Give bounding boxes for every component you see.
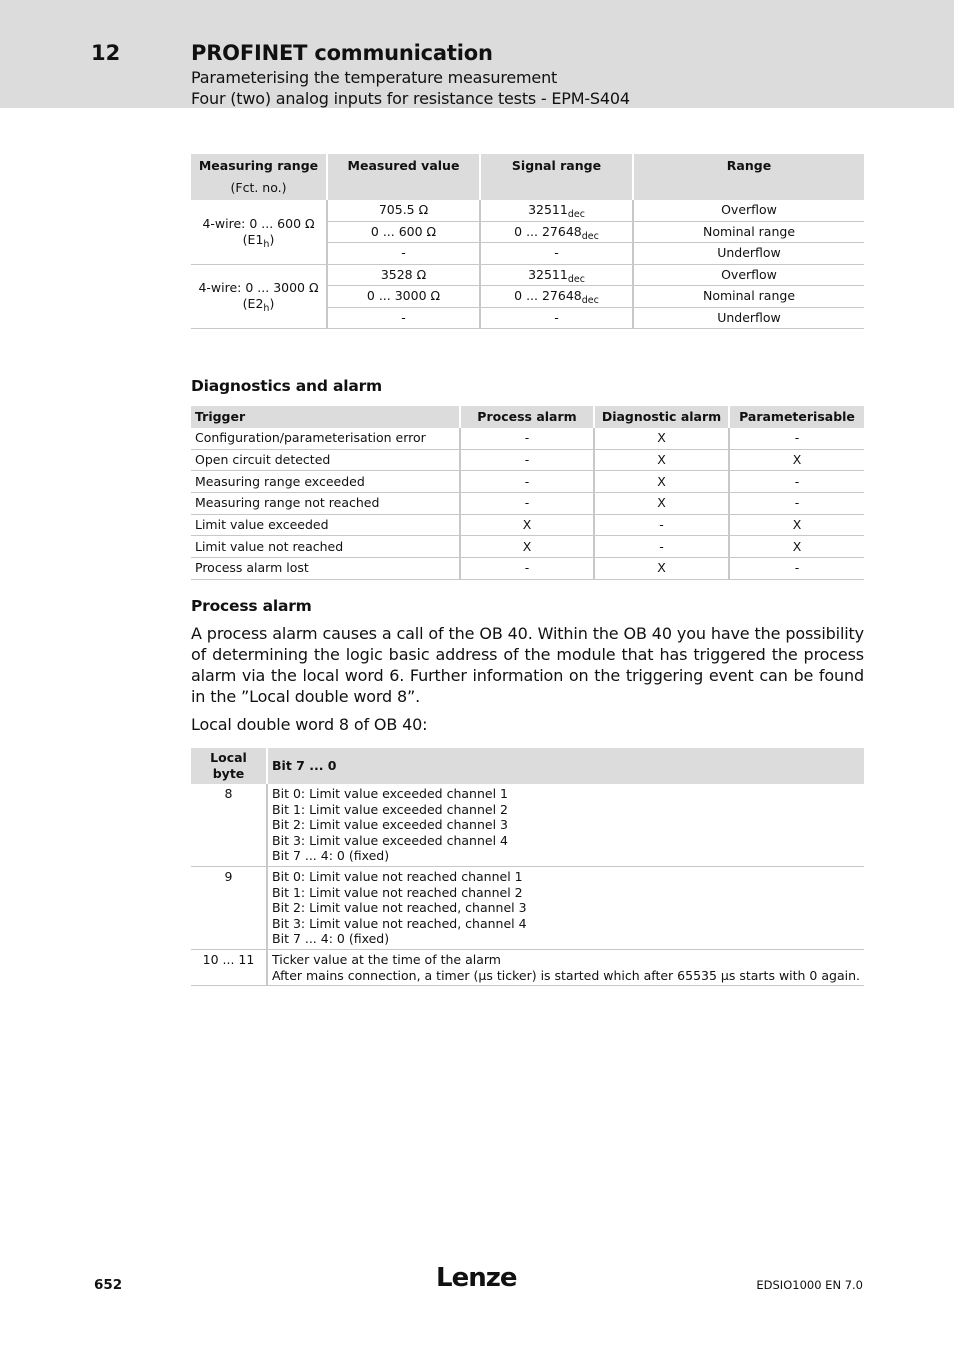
subtitle-2: Four (two) analog inputs for resistance tests - EPM-S404 xyxy=(191,89,630,108)
signal-range-cell xyxy=(481,265,634,287)
col-measured-value: Measured value xyxy=(328,154,481,200)
diagnostic-alarm-cell: X xyxy=(595,558,730,580)
local-byte-cell: 8 xyxy=(191,784,268,867)
range-cell: Overflow xyxy=(634,200,864,222)
col-range: Range xyxy=(634,154,864,200)
col-process-alarm: Process alarm xyxy=(461,406,595,428)
signal-value: - xyxy=(554,245,559,261)
bits-cell xyxy=(268,867,864,950)
bit-description: Bit 0: Limit value not reached channel 1 xyxy=(272,868,523,884)
table-row xyxy=(191,265,864,287)
range-code-end: ) xyxy=(269,231,275,247)
col-measuring-range xyxy=(191,154,328,200)
table-row xyxy=(191,950,864,986)
signal-unit: dec xyxy=(581,230,599,242)
parameterisable-cell: - xyxy=(730,471,864,493)
signal-unit: dec xyxy=(581,295,599,307)
bit-description: Ticker value at the time of the alarm xyxy=(272,951,501,967)
measured-value-cell: 0 ... 3000 Ω xyxy=(328,286,481,308)
signal-range-cell xyxy=(481,286,634,308)
process-alarm-cell: - xyxy=(461,450,595,472)
diagnostic-alarm-cell: - xyxy=(595,536,730,558)
table-row xyxy=(191,428,864,450)
bit-description: Bit 7 ... 4: 0 (fixed) xyxy=(272,848,390,864)
parameterisable-cell: - xyxy=(730,428,864,450)
table-row xyxy=(191,867,864,950)
signal-value: 32511 xyxy=(528,266,568,282)
table-row xyxy=(191,515,864,537)
signal-unit: dec xyxy=(567,209,585,221)
table-row xyxy=(191,471,864,493)
col-bits: Bit 7 ... 0 xyxy=(268,748,864,784)
measured-value-cell: 3528 Ω xyxy=(328,265,481,287)
signal-range-cell xyxy=(481,222,634,244)
process-alarm-cell: - xyxy=(461,558,595,580)
table-row xyxy=(191,784,864,867)
chapter-title: PROFINET communication xyxy=(191,41,493,65)
diagnostic-alarm-cell: X xyxy=(595,493,730,515)
parameterisable-cell: X xyxy=(730,536,864,558)
trigger-cell: Limit value exceeded xyxy=(191,515,461,537)
measured-value-cell: 705.5 Ω xyxy=(328,200,481,222)
range-code-sub: h xyxy=(263,303,270,315)
range-cell: Overflow xyxy=(634,265,864,287)
measured-value-cell: - xyxy=(328,243,481,265)
bit-description: Bit 3: Limit value exceeded channel 4 xyxy=(272,832,508,848)
table-header-row xyxy=(191,406,864,428)
bit-description: Bit 2: Limit value not reached, channel 3 xyxy=(272,900,527,916)
range-code-text: (E2 xyxy=(242,296,264,312)
range-code xyxy=(193,232,324,248)
diagnostics-heading: Diagnostics and alarm xyxy=(191,377,382,395)
bit-description: Bit 0: Limit value exceeded channel 1 xyxy=(272,786,508,801)
diagnostic-alarm-cell: - xyxy=(595,515,730,537)
range-label: 4-wire: 0 ... 600 Ω xyxy=(202,215,315,231)
local-double-word-table xyxy=(191,748,864,986)
trigger-cell: Limit value not reached xyxy=(191,536,461,558)
table-header-row xyxy=(191,748,864,784)
trigger-cell: Open circuit detected xyxy=(191,450,461,472)
trigger-cell: Measuring range exceeded xyxy=(191,471,461,493)
signal-unit: dec xyxy=(567,273,585,285)
bit-description: Bit 3: Limit value not reached, channel 4 xyxy=(272,915,527,931)
range-label: 4-wire: 0 ... 3000 Ω xyxy=(198,280,319,296)
col-diagnostic-alarm: Diagnostic alarm xyxy=(595,406,730,428)
table-row xyxy=(191,450,864,472)
page-number: 652 xyxy=(94,1277,123,1293)
col-measuring-range-sub: (Fct. no.) xyxy=(230,180,287,195)
bit-description: Bit 1: Limit value not reached channel 2 xyxy=(272,884,523,900)
local-double-word-intro: Local double word 8 of OB 40: xyxy=(191,715,428,734)
process-alarm-heading: Process alarm xyxy=(191,597,312,615)
bit-description: Bit 2: Limit value exceeded channel 3 xyxy=(272,817,508,833)
process-alarm-cell: X xyxy=(461,536,595,558)
range-cell: Nominal range xyxy=(634,222,864,244)
table-row xyxy=(191,493,864,515)
process-alarm-cell: - xyxy=(461,493,595,515)
table-row xyxy=(191,200,864,222)
range-code-sub: h xyxy=(263,238,270,250)
process-alarm-paragraph: A process alarm causes a call of the OB 40. Within the OB 40 you have the possibility of determining the logic basic address of the module that has triggered the process alarm via the local word 6. Further information on the triggering event can be found in the ”Local double word 8”. xyxy=(191,624,864,706)
diagnostics-table xyxy=(191,406,864,580)
range-cell: Nominal range xyxy=(634,286,864,308)
measuring-range-cell xyxy=(191,200,328,265)
parameterisable-cell: X xyxy=(730,515,864,537)
bit-description: After mains connection, a timer (µs ticker) is started which after 65535 µs starts with 0 again. xyxy=(272,967,860,983)
table-row xyxy=(191,558,864,580)
measured-value-cell: 0 ... 600 Ω xyxy=(328,222,481,244)
col-local-byte: Local byte xyxy=(191,748,268,784)
signal-range-cell xyxy=(481,243,634,265)
diagnostic-alarm-cell: X xyxy=(595,450,730,472)
trigger-cell: Measuring range not reached xyxy=(191,493,461,515)
col-signal-range: Signal range xyxy=(481,154,634,200)
subtitle-1: Parameterising the temperature measurement xyxy=(191,68,558,87)
trigger-cell: Configuration/parameterisation error xyxy=(191,428,461,450)
range-cell: Underflow xyxy=(634,308,864,330)
signal-value: 0 ... 27648 xyxy=(514,288,582,304)
chapter-number: 12 xyxy=(91,41,121,65)
col-trigger: Trigger xyxy=(191,406,461,428)
col-measuring-range-label: Measuring range xyxy=(198,158,319,173)
table-header-row xyxy=(191,154,864,200)
measuring-range-cell xyxy=(191,265,328,330)
signal-value: - xyxy=(554,309,559,325)
process-alarm-cell: X xyxy=(461,515,595,537)
local-byte-cell: 10 ... 11 xyxy=(191,950,268,986)
lenze-logo: Lenze xyxy=(436,1263,517,1293)
signal-value: 0 ... 27648 xyxy=(514,223,582,239)
signal-range-cell xyxy=(481,200,634,222)
parameterisable-cell: - xyxy=(730,493,864,515)
process-alarm-cell: - xyxy=(461,428,595,450)
range-code xyxy=(193,296,324,315)
measured-value-cell: - xyxy=(328,308,481,330)
table-row xyxy=(191,536,864,558)
bit-description: Bit 7 ... 4: 0 (fixed) xyxy=(272,931,390,947)
signal-range-cell xyxy=(481,308,634,330)
parameterisable-cell: - xyxy=(730,558,864,580)
process-alarm-cell: - xyxy=(461,471,595,493)
parameterisable-cell: X xyxy=(730,450,864,472)
document-id: EDSIO1000 EN 7.0 xyxy=(756,1278,863,1292)
range-code-text: (E1 xyxy=(242,231,264,247)
signal-value: 32511 xyxy=(528,202,568,218)
local-byte-cell: 9 xyxy=(191,867,268,950)
range-code-end: ) xyxy=(269,296,275,312)
range-cell: Underflow xyxy=(634,243,864,265)
bits-cell xyxy=(268,950,864,986)
trigger-cell: Process alarm lost xyxy=(191,558,461,580)
bits-cell xyxy=(268,784,864,867)
bit-description: Bit 1: Limit value exceeded channel 2 xyxy=(272,801,508,817)
measuring-range-table xyxy=(191,154,864,329)
diagnostic-alarm-cell: X xyxy=(595,428,730,450)
col-parameterisable: Parameterisable xyxy=(730,406,864,428)
diagnostic-alarm-cell: X xyxy=(595,471,730,493)
